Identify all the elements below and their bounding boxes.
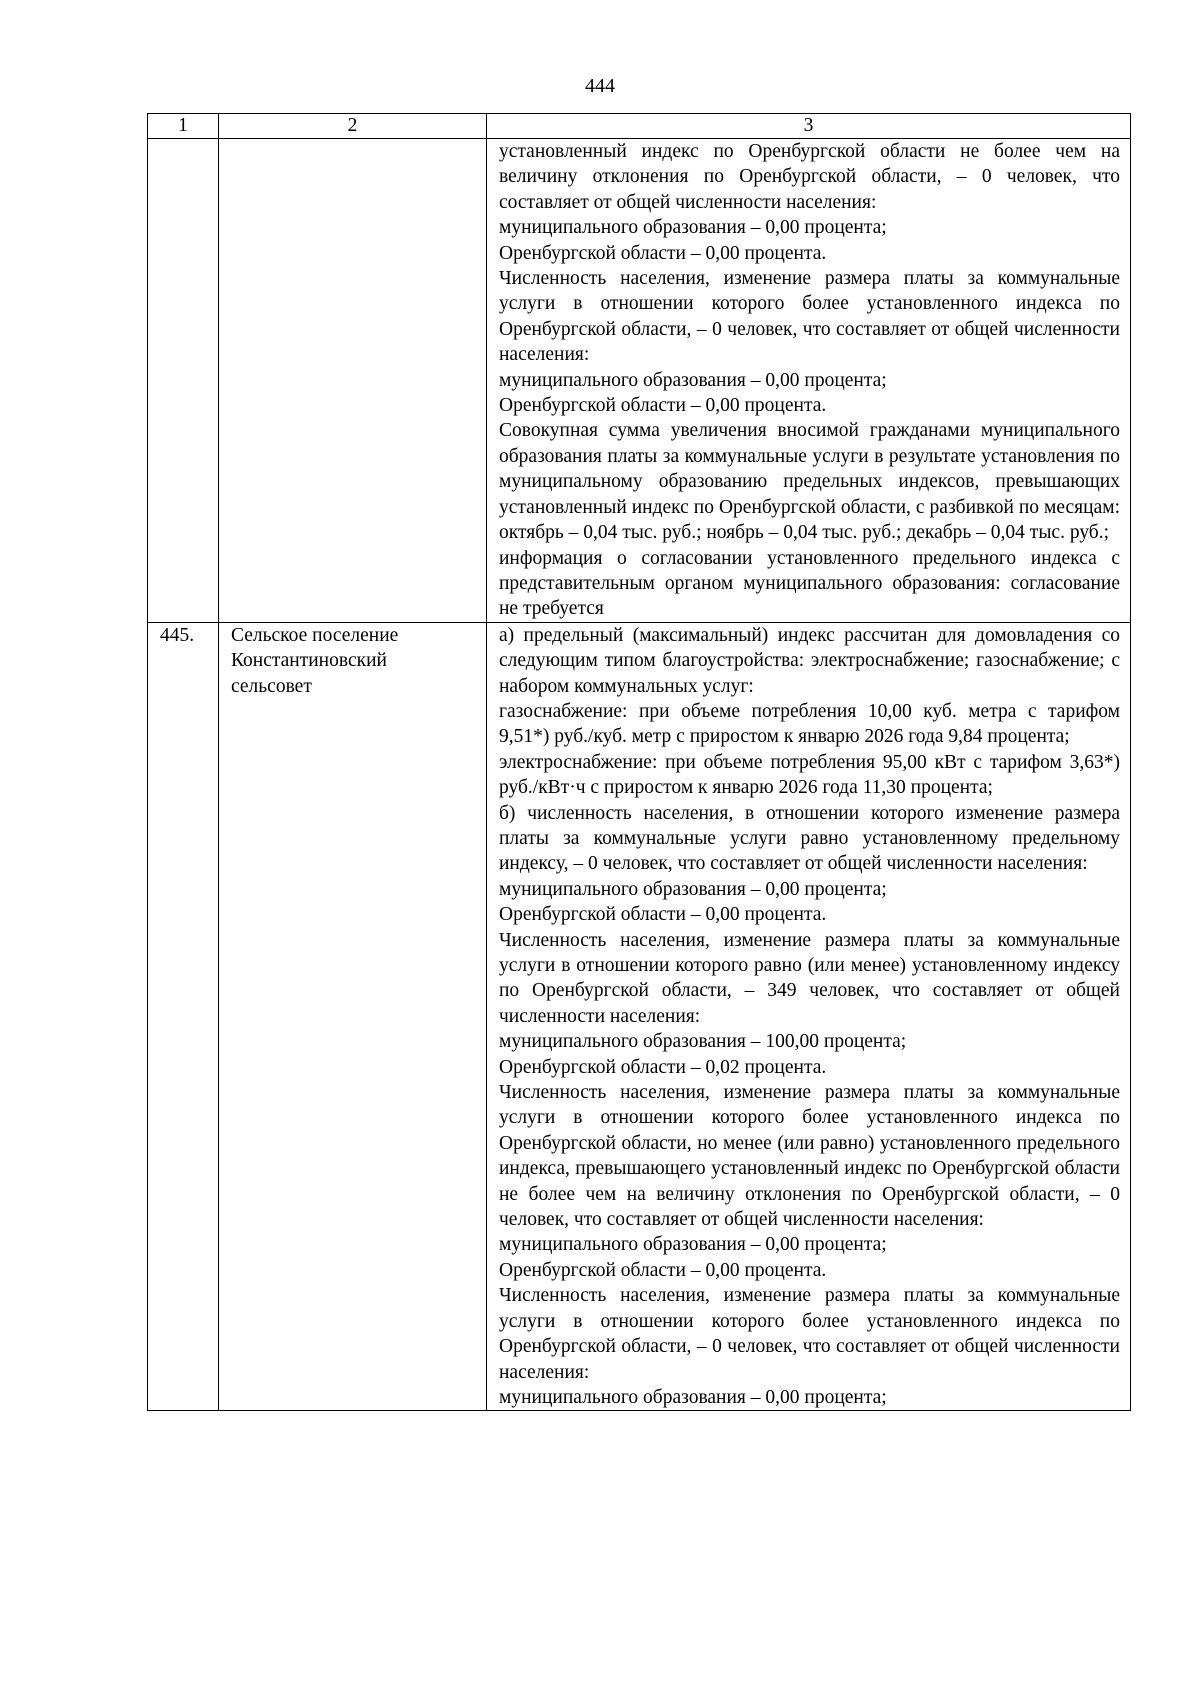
description-cell: [487, 622, 1131, 1411]
column-header-1: 1: [148, 114, 219, 139]
table-row-445: [148, 622, 1131, 1411]
description-paragraph: муниципального образования – 100,00 процента;: [499, 1031, 907, 1053]
description-paragraph: б) численность населения, в отношении которого изменение размера платы за коммунальные услуги равно установленному предельному индексу, – 0 человек, что составляет от общей численности населения:: [499, 802, 1120, 875]
column-header-2: 2: [219, 114, 487, 139]
description-paragraph: Численность населения, изменение размера платы за коммунальные услуги в отношении которого более установленного индекса по Оренбургской области, – 0 человек, что составляет от общей численности населения:: [499, 1285, 1120, 1383]
description-paragraph: Численность населения, изменение размера платы за коммунальные услуги в отношении которого более установленного индекса по Оренбургской области, – 0 человек, что составляет от общей численности населения:: [499, 268, 1120, 366]
description-paragraph: Численность населения, изменение размера платы за коммунальные услуги в отношении которого равно (или менее) установленному индексу по Оренбургской области, – 349 человек, что составляет от общей численности населения:: [499, 929, 1120, 1027]
table-row-continuation: [148, 139, 1131, 623]
description-paragraph: Оренбургской области – 0,00 процента.: [499, 904, 827, 926]
row-number-cell: [148, 139, 219, 623]
description-paragraph: установленный индекс по Оренбургской области не более чем на величину отклонения по Оренбургской области, – 0 человек, что составляет от общей численности населения:: [499, 141, 1120, 213]
row-number-cell: 445.: [148, 622, 219, 1411]
description-paragraph: газоснабжение: при объеме потребления 10,00 куб. метра с тарифом 9,51*) руб./куб. метр с приростом к январю 2026 года 9,84 процента;: [499, 700, 1120, 748]
description-paragraph: Оренбургской области – 0,00 процента.: [499, 1259, 827, 1281]
settlement-name-cell: [219, 139, 487, 623]
description-paragraph: муниципального образования – 0,00 процента;: [499, 369, 887, 391]
description-paragraph: а) предельный (максимальный) индекс рассчитан для домовладения со следующим типом благоустройства: электроснабжение; газоснабжение; с набором коммунальных услуг:: [499, 624, 1120, 697]
settlement-name-line: сельсовет: [231, 675, 312, 697]
description-paragraph: Совокупная сумма увеличения вносимой гражданами муниципального образования платы за коммунальные услуги в результате установления по муниципальному образованию предельных индексов, превышающих установленный индекс по Оренбургской области, с разбивкой по месяцам: октябрь – 0,04 тыс. руб.; ноябрь – 0,04 тыс. руб.; декабрь – 0,04 тыс. руб.;: [499, 420, 1120, 544]
description-paragraph: муниципального образования – 0,00 процента;: [499, 1386, 887, 1408]
description-paragraph: Оренбургской области – 0,02 процента.: [499, 1056, 827, 1078]
description-cell: [487, 139, 1131, 623]
table-header-row: [148, 114, 1131, 139]
settlement-name-cell: [219, 622, 487, 1411]
description-paragraph: Оренбургской области – 0,00 процента.: [499, 242, 827, 264]
page-number: 444: [585, 75, 615, 97]
settlement-name-line: Сельское поселение: [231, 624, 399, 646]
description-paragraph: муниципального образования – 0,00 процента;: [499, 217, 887, 239]
settlement-name-line: Константиновский: [231, 650, 387, 672]
description-paragraph: муниципального образования – 0,00 процента;: [499, 878, 887, 900]
column-header-3: 3: [487, 114, 1131, 139]
document-table: [147, 113, 1131, 1411]
description-paragraph: Численность населения, изменение размера платы за коммунальные услуги в отношении которого более установленного индекса по Оренбургской области, но менее (или равно) установленного предельного индекса, превышающего установленный индекс по Оренбургской области не более чем на величину отклонения по Оренбургской области, – 0 человек, что составляет от общей численности населения:: [499, 1082, 1120, 1231]
description-paragraph: муниципального образования – 0,00 процента;: [499, 1234, 887, 1256]
description-paragraph: Оренбургской области – 0,00 процента.: [499, 395, 827, 417]
description-paragraph: электроснабжение: при объеме потребления 95,00 кВт с тарифом 3,63*) руб./кВт·ч с приростом к январю 2026 года 11,30 процента;: [499, 751, 1120, 799]
description-paragraph: информация о согласовании установленного предельного индекса с представительным органом муниципального образования: согласование не требуется: [499, 547, 1120, 620]
